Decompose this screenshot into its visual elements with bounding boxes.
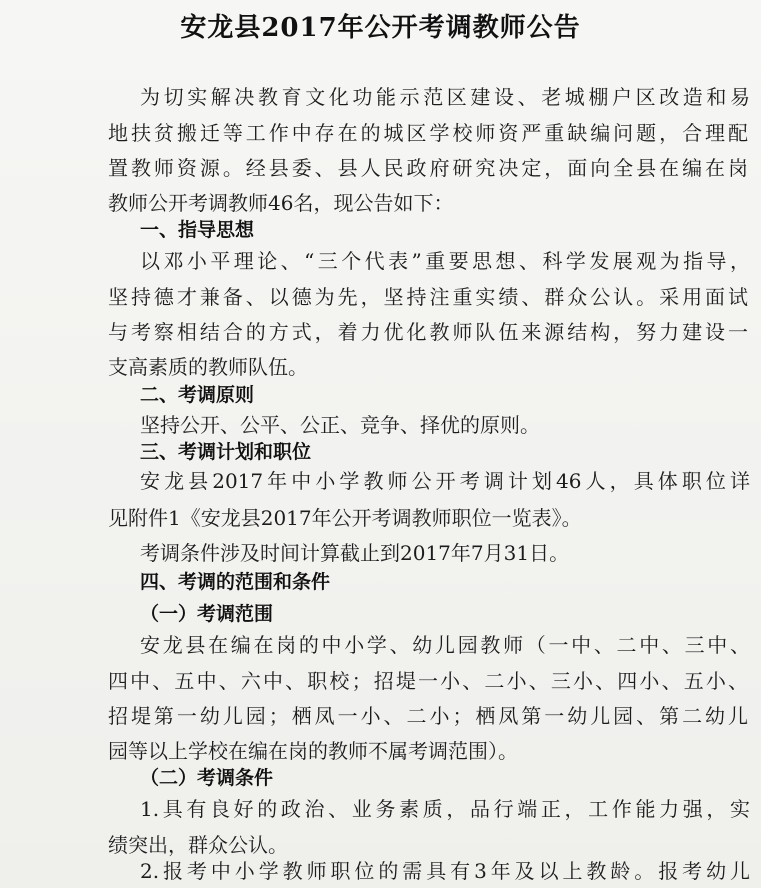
body-line: 绩突出，群众公认。: [108, 833, 288, 857]
document-title: 安龙县2017年公开考调教师公告: [180, 13, 581, 43]
body-line: 与考察相结合的方式，着力优化教师队伍来源结构，努力建设一: [108, 320, 748, 344]
body-line: 为切实解决教育文化功能示范区建设、老城棚户区改造和易: [140, 85, 750, 109]
body-line: 1.具有良好的政治、业务素质，品行端正，工作能力强，实: [140, 797, 750, 821]
body-line: 考调条件涉及时间计算截止到2017年7月31日。: [140, 541, 570, 565]
subsection-heading-2: （二）考调条件: [140, 767, 274, 789]
body-line: 见附件1《安龙县2017年公开考调教师职位一览表》。: [108, 506, 582, 530]
section-heading-1: 一、指导思想: [140, 219, 255, 241]
body-line: 2.报考中小学教师职位的需具有3年及以上教龄。报考幼儿: [140, 859, 750, 883]
body-line: 园等以上学校在编在岗的教师不属考调范围）。: [108, 739, 518, 763]
body-line: 招堤第一幼儿园；栖凤一小、二小；栖凤第一幼儿园、第二幼儿: [108, 704, 748, 728]
body-line: 安龙县在编在岗的中小学、幼儿园教师（一中、二中、三中、: [140, 633, 750, 657]
section-heading-4: 四、考调的范围和条件: [140, 571, 331, 593]
body-line: 坚持公开、公平、公正、竞争、择优的原则。: [140, 413, 540, 437]
body-line: 教师公开考调教师46名，现公告如下：: [108, 191, 454, 215]
body-line: 坚持德才兼备、以德为先，坚持注重实绩、群众公认。采用面试: [108, 285, 748, 309]
body-line: 支高素质的教师队伍。: [108, 355, 308, 379]
subsection-heading-1: （一）考调范围: [140, 603, 274, 625]
body-line: 安龙县2017年中小学教师公开考调计划46人，具体职位详: [140, 469, 750, 493]
body-line: 置教师资源。经县委、县人民政府研究决定，面向全县在编在岗: [108, 156, 748, 180]
body-line: 以邓小平理论、“三个代表”重要思想、科学发展观为指导，: [140, 249, 750, 273]
body-line: 四中、五中、六中、职校；招堤一小、二小、三小、四小、五小、: [108, 669, 748, 693]
section-heading-2: 二、考调原则: [140, 384, 255, 406]
body-line: 地扶贫搬迁等工作中存在的城区学校师资严重缺编问题，合理配: [108, 121, 748, 145]
section-heading-3: 三、考调计划和职位: [140, 441, 312, 463]
